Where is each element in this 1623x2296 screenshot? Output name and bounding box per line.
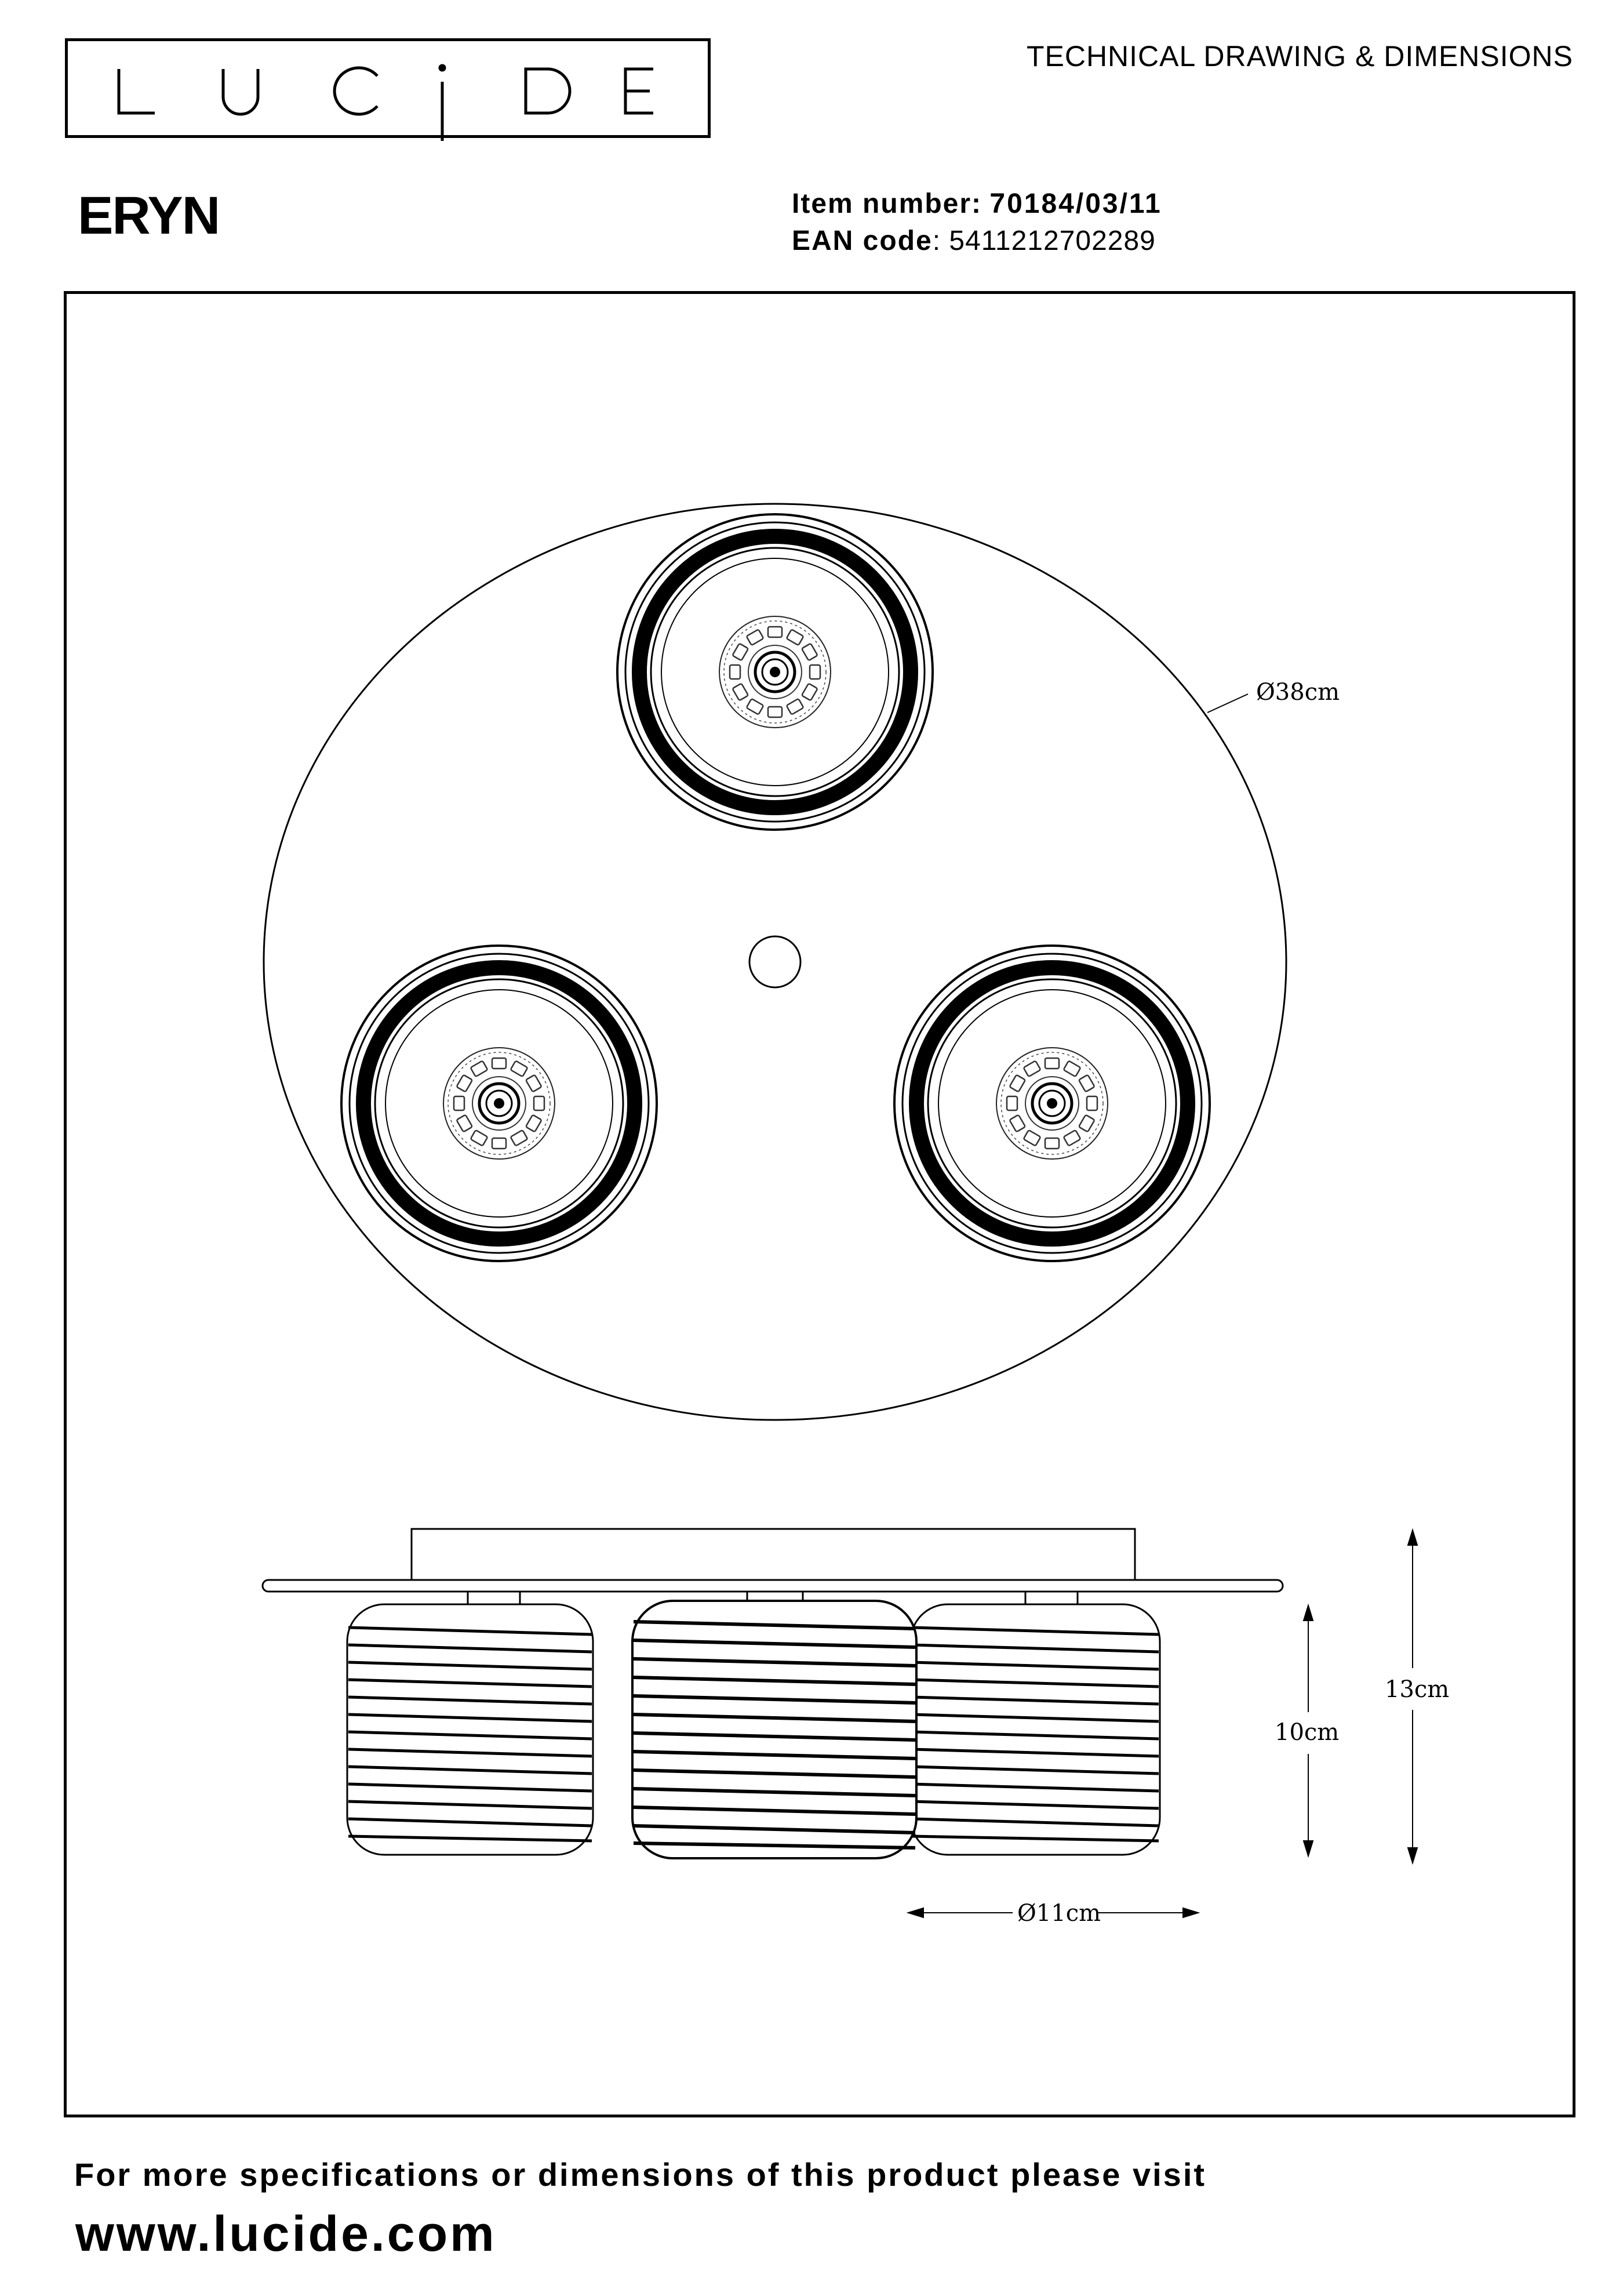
- technical-drawing-frame: [64, 291, 1575, 2117]
- total-height-label: 13cm: [1385, 1676, 1450, 1703]
- product-name: ERYN: [78, 186, 220, 245]
- ean-label: EAN code: [792, 226, 933, 256]
- ean-value: 5411212702289: [949, 226, 1156, 256]
- plate-diameter-label: Ø38cm: [1256, 679, 1340, 706]
- footer-website-link[interactable]: www.lucide.com: [75, 2206, 497, 2262]
- shade-diameter-label: Ø11cm: [1017, 1900, 1101, 1927]
- side-plate: [263, 1580, 1283, 1592]
- ean-row: EAN code: 5411212702289: [792, 226, 1156, 256]
- center-screw: [749, 936, 800, 987]
- lucide-logo: [65, 38, 711, 138]
- spot-top: [617, 514, 933, 830]
- side-view: [263, 1529, 1449, 1927]
- diameter-leader: [1207, 694, 1248, 713]
- shade-right: [911, 1604, 1160, 1855]
- shade-height-label: 10cm: [1275, 1719, 1340, 1746]
- document-type: TECHNICAL DRAWING & DIMENSIONS: [1026, 40, 1573, 72]
- top-view: [264, 504, 1340, 1420]
- shade-middle: [632, 1601, 916, 1858]
- ceiling-box: [412, 1529, 1135, 1582]
- lucide-logo-lettering: [68, 41, 714, 141]
- footer-info-text: For more specifications or dimensions of this product please visit: [74, 2156, 1207, 2193]
- spot-left: [341, 946, 657, 1261]
- spot-right: [894, 946, 1210, 1261]
- item-number-label: Item number:: [792, 188, 982, 219]
- shade-left: [347, 1604, 593, 1855]
- item-number-value: 70184/03/11: [989, 188, 1162, 219]
- technical-drawing: [67, 294, 1578, 2120]
- product-meta: [792, 186, 1162, 260]
- item-number-row: [792, 186, 1162, 223]
